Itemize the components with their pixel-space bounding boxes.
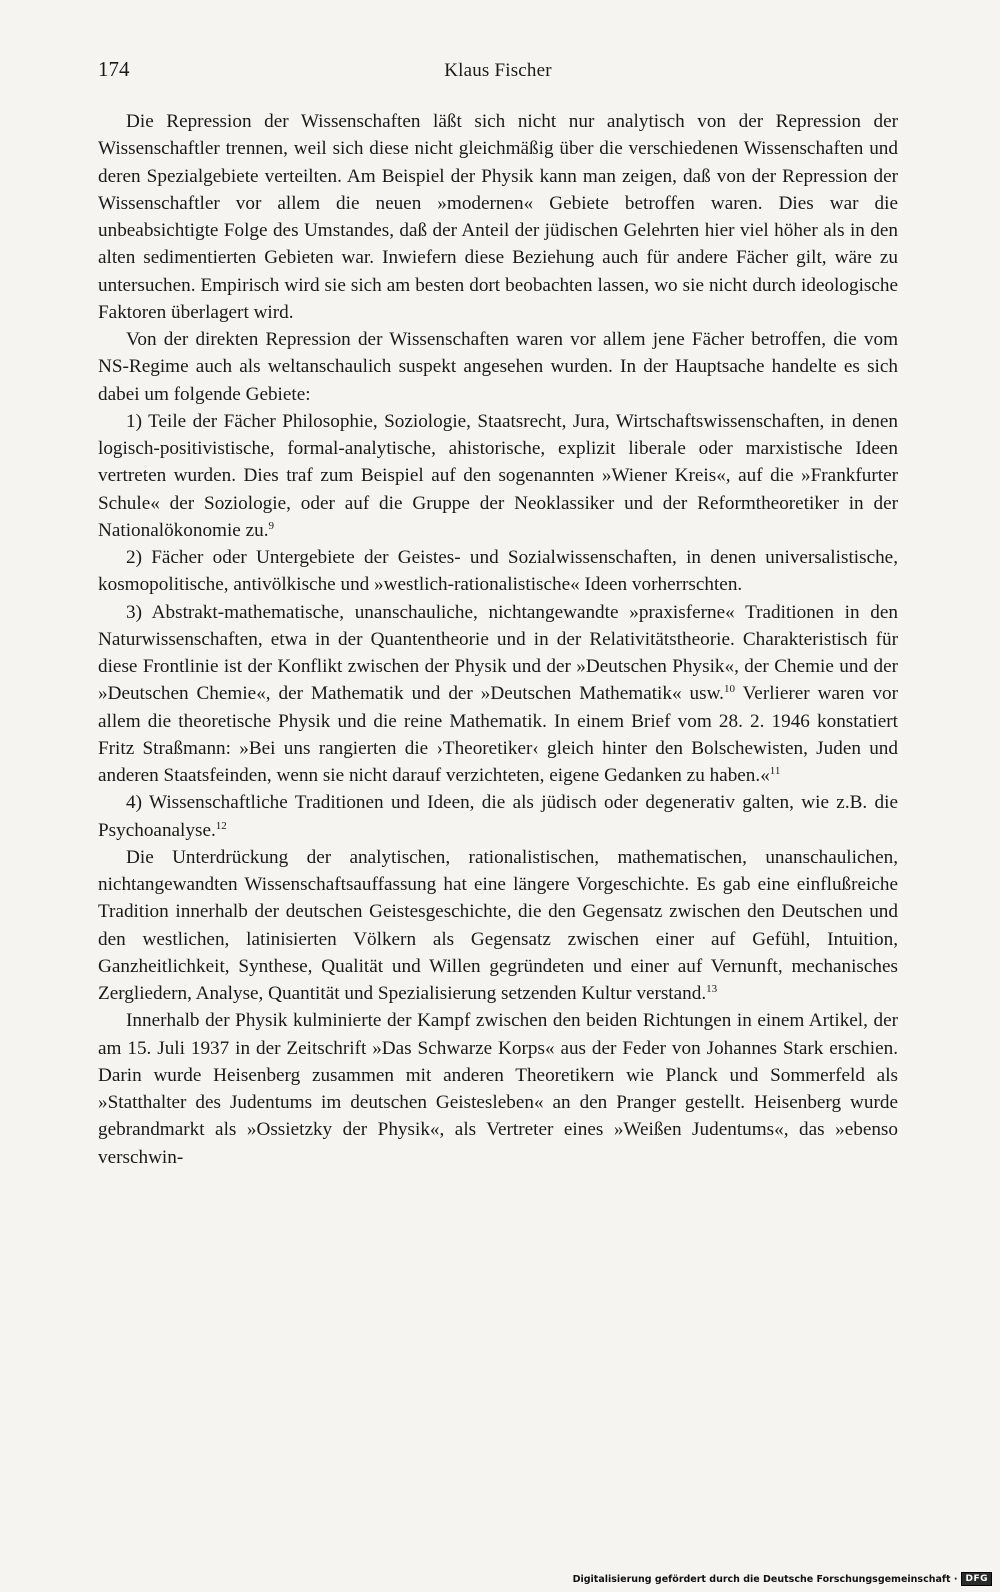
credit-text: Digitalisierung gefördert durch die Deutsche Forschungsgemeinschaft · [572,1573,958,1585]
paragraph-repression: Die Repression der Wissenschaften läßt sich nicht nur analytisch von der Repression der Wissenschaftler trennen, weil sich diese nicht gleichmäßig über die verschiedenen Wissenschaften und deren Spezialgebiete verteilten. Am Beispiel der Physik kann man zeigen, daß von der Repression der Wissenschaftler vor allem die neuen »modernen« Gebiete betroffen waren. Dies war die unbeabsichtigte Folge des Umstandes, daß der Anteil der jüdischen Gelehrten hier viel höher als in den alten sedimentierten Gebieten war. Inwiefern diese Beziehung auch für andere Fächer gilt, wäre zu untersuchen. Empirisch wird sie sich am besten dort beobachten lassen, wo sie nicht durch ideologische Faktoren überlagert wird. [98,111,898,323]
footnote-ref: 11 [769,765,781,777]
paragraph-item-4: 4) Wissenschaftliche Traditionen und Ideen, die als jüdisch oder degenerativ galten, wie z.B. die Psychoanalyse.$^{12}$ [98,792,898,841]
footnote-ref: 9 [268,519,275,532]
running-title: Klaus Fischer [444,60,552,81]
page-number: 174 [98,57,130,81]
footnote-ref: 12 [215,819,227,832]
digitization-credit [573,1572,992,1586]
footnote-ref: 10 [723,683,735,696]
paragraph-item-3: 3) Abstrakt-mathematische, unanschauliche, nichtangewandte »praxisferne« Traditionen in den Naturwissenschaften, etwa in der Quantentheorie und in der Relativitätstheorie. Charakteristisch für diese Frontlinie ist der Konflikt zwischen der Physik und der »Deutschen Physik«, der Chemie und der »Deutschen Chemie«, der Mathematik und der »Deutschen Mathematik« usw.$^{10}$ Verlierer waren vor allem die theoretische Physik und die reine Mathematik. In einem Brief vom 28. 2. 1946 konstatiert Fritz Straßmann: »Bei uns rangierten die ›Theoretiker‹ gleich hinter den Bolschewisten, Juden und anderen Staatsfeinden, wenn sie nicht darauf verzichteten, eigene Gedanken zu haben.«$^{11}$ [98,601,898,786]
paragraph-physik-kampf: Innerhalb der Physik kulminierte der Kampf zwischen den beiden Richtungen in einem Artikel, der am 15. Juli 1937 in der Zeitschrift »Das Schwarze Korps« aus der Feder von Johannes Stark erschien. Darin wurde Heisenberg zusammen mit anderen Theoretikern wie Planck und Sommerfeld als »Statthalter des Judentums im deutschen Geistesleben« an den Pranger gestellt. Heisenberg wurde gebrandmarkt als »Ossietzky der Physik«, als Vertreter eines »Weißen Judentums«, das »ebenso verschwin- [98,1010,898,1168]
paragraph-item-2: 2) Fächer oder Untergebiete der Geistes- und Sozialwissenschaften, in denen universalistische, kosmopolitische, antivölkische und »westlich-rationalistische« Ideen vorherrschten. [98,547,898,596]
paragraph-faecher-intro: Von der direkten Repression der Wissenschaften waren vor allem jene Fächer betroffen, die vom NS-Regime auch als weltanschaulich suspekt angesehen wurden. In der Hauptsache handelte es sich dabei um folgende Gebiete: [98,329,898,405]
running-head [98,56,898,86]
dfg-logo: DFG [961,1572,992,1586]
footnote-ref: 13 [706,983,718,995]
paragraph-item-1: 1) Teile der Fächer Philosophie, Soziologie, Staatsrecht, Jura, Wirtschaftswissenschaften, in denen logisch-positivistische, formal-analytische, ahistorische, explizit liberale oder marxistische Ideen vertreten wurden. Dies traf zum Beispiel auf den sogenannten »Wiener Kreis«, auf die »Frankfurter Schule« der Soziologie, oder auf die Gruppe der Neoklassiker und der Reformtheoretiker in der Nationalökonomie zu.$^9$ [98,410,898,541]
body-text [98,108,898,1171]
paragraph-vorgeschichte: Die Unterdrückung der analytischen, rationalistischen, mathematischen, unanschaulichen, nichtangewandten Wissenschaftsauffassung hat eine längere Vorgeschichte. Es gab eine einflußreiche Tradition innerhalb der deutschen Geistesgeschichte, die den Gegensatz zwischen den Deutschen und den westlichen, latinisierten Völkern als Gegensatz zwischen einer auf Gefühl, Intuition, Ganzheitlichkeit, Synthese, Qualität und Willen gegründeten und einer auf Vernunft, mechanisches Zergliedern, Analyse, Quantität und Spezialisierung setzenden Kultur verstand.$^{13}$ [98,846,898,1004]
